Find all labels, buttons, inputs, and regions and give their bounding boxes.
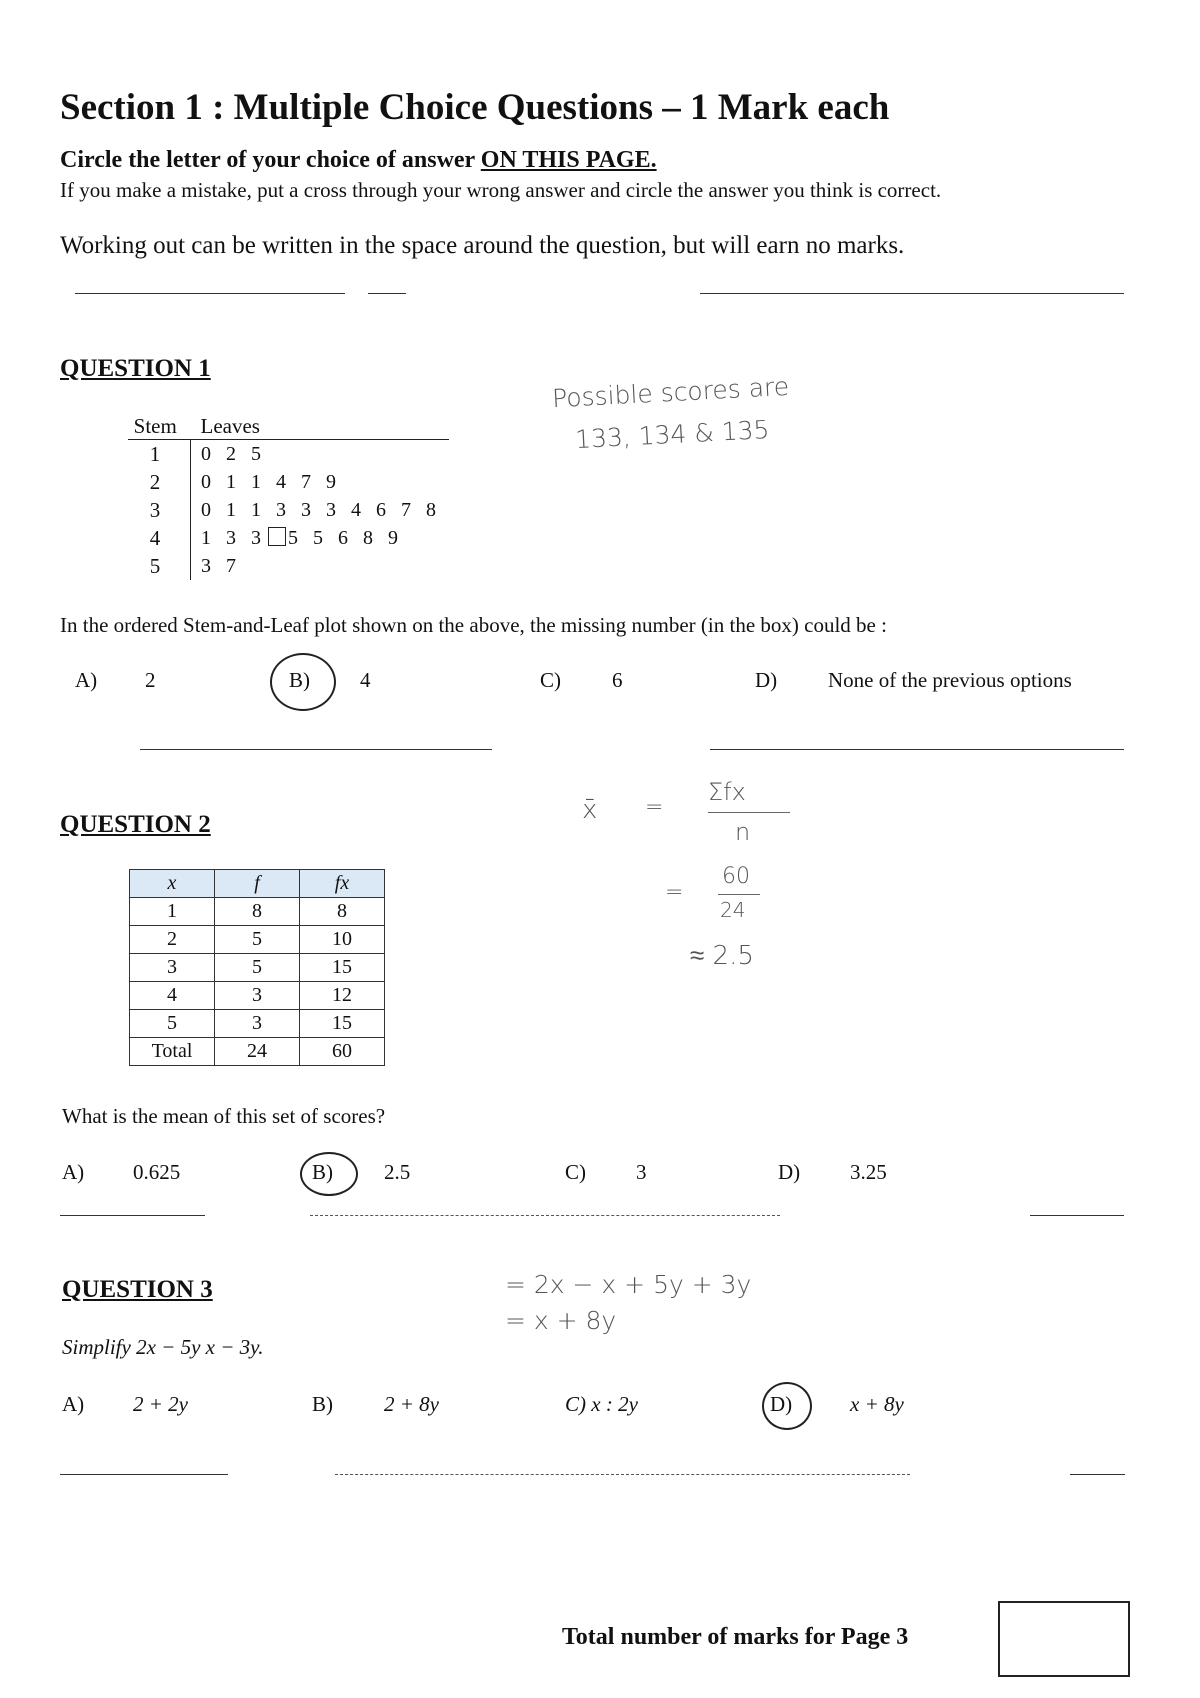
option-d-value: 3.25 <box>850 1160 887 1184</box>
option-a-value: 0.625 <box>133 1160 181 1184</box>
section-title: Section 1 : Multiple Choice Questions – 1 Mark each <box>60 87 890 128</box>
table-cell: 15 <box>300 1010 385 1038</box>
table-cell: 3 <box>215 982 300 1010</box>
handwritten-note: = 2x − x + 5y + 3y <box>505 1270 752 1299</box>
table-header: x <box>130 870 215 898</box>
instruction-main <box>60 147 657 174</box>
table-cell: 15 <box>300 954 385 982</box>
answer-line <box>335 1474 910 1475</box>
stem-value: 2 <box>149 469 161 494</box>
handwritten-note: Σfx <box>708 778 746 806</box>
table-header: fx <box>300 870 385 898</box>
leaf-values: 3 7 <box>191 552 450 580</box>
option-b-value: 4 <box>360 668 371 692</box>
option-c-value: x : 2y <box>591 1392 638 1416</box>
option-a-value: 2 <box>145 668 156 692</box>
option-a-value: 2 + 2y <box>133 1392 188 1416</box>
stem-and-leaf-plot <box>128 413 449 580</box>
instruction-mistake: If you make a mistake, put a cross through your wrong answer and circle the answer you think is correct. <box>60 178 942 202</box>
stem-header: Stem <box>128 413 191 440</box>
table-cell: 60 <box>300 1038 385 1066</box>
leaves-header: Leaves <box>191 413 450 440</box>
option-d-value: x + 8y <box>850 1392 904 1416</box>
option-c-letter[interactable]: C) <box>565 1160 586 1184</box>
question-2-heading: QUESTION 2 <box>60 811 211 838</box>
table-row <box>130 1010 385 1038</box>
stem-row <box>128 468 449 496</box>
leaf-values <box>191 524 450 552</box>
table-cell: 5 <box>130 1010 215 1038</box>
stem-value: 5 <box>149 553 161 578</box>
table-total-row <box>130 1038 385 1066</box>
fraction-bar <box>718 894 760 895</box>
stem-row <box>128 552 449 580</box>
handwritten-note: = <box>665 880 684 905</box>
answer-line <box>710 749 1124 750</box>
answer-line <box>700 293 1124 294</box>
table-cell: 4 <box>130 982 215 1010</box>
table-cell: 8 <box>300 898 385 926</box>
question-3-text: Simplify 2x − 5y x − 3y. <box>62 1335 264 1359</box>
option-d-letter[interactable]: D) <box>770 1392 793 1416</box>
option-a-letter[interactable]: A) <box>62 1392 85 1416</box>
option-d-letter[interactable]: D) <box>778 1160 801 1184</box>
answer-line <box>60 1215 205 1216</box>
stem-value: 1 <box>149 441 161 466</box>
option-b-value: 2 + 8y <box>384 1392 439 1416</box>
table-cell: 8 <box>215 898 300 926</box>
handwritten-note: x̄ <box>582 795 598 825</box>
handwritten-note: 24 <box>720 898 746 922</box>
question-3-heading: QUESTION 3 <box>62 1276 213 1303</box>
option-b-value: 2.5 <box>384 1160 411 1184</box>
total-marks-label: Total number of marks for Page 3 <box>562 1624 909 1650</box>
answer-line <box>1070 1474 1125 1475</box>
leaf-values: 0 1 1 4 7 9 <box>191 468 450 496</box>
handwritten-note: = x + 8y <box>505 1306 617 1335</box>
answer-line <box>140 749 492 750</box>
table-cell: 5 <box>215 954 300 982</box>
handwritten-note: 133, 134 & 135 <box>574 414 771 455</box>
question-2-text: What is the mean of this set of scores? <box>62 1104 386 1128</box>
option-a-letter[interactable]: A) <box>75 668 98 692</box>
leaf-values-before: 1 3 3 <box>201 526 266 549</box>
option-c-value: 6 <box>612 668 623 692</box>
handwritten-note: n <box>735 818 751 846</box>
table-cell: 12 <box>300 982 385 1010</box>
table-cell: 10 <box>300 926 385 954</box>
question-1-heading: QUESTION 1 <box>60 355 211 382</box>
option-a-letter[interactable]: A) <box>62 1160 85 1184</box>
leaf-values-after: 5 5 6 8 9 <box>288 526 403 549</box>
answer-line <box>310 1215 780 1216</box>
table-cell: 1 <box>130 898 215 926</box>
missing-value-box <box>268 527 286 546</box>
option-d-value: None of the previous options <box>828 668 1072 692</box>
answer-line <box>75 293 345 294</box>
table-cell: 3 <box>130 954 215 982</box>
table-row <box>130 954 385 982</box>
answer-line <box>368 293 406 294</box>
leaf-values: 0 2 5 <box>191 440 450 469</box>
table-cell: 5 <box>215 926 300 954</box>
option-d-letter[interactable]: D) <box>755 668 778 692</box>
option-b-letter[interactable]: B) <box>289 668 310 692</box>
total-marks-box[interactable] <box>998 1601 1130 1677</box>
answer-line <box>1030 1215 1124 1216</box>
handwritten-note: 60 <box>722 864 750 889</box>
option-b-letter[interactable]: B) <box>312 1392 333 1416</box>
table-cell: Total <box>130 1038 215 1066</box>
frequency-table <box>129 869 385 1066</box>
option-c-text[interactable] <box>565 1392 638 1417</box>
table-row <box>130 926 385 954</box>
stem-value: 3 <box>149 497 161 522</box>
stem-row <box>128 440 449 469</box>
instruction-main-prefix: Circle the letter of your choice of answer <box>60 147 481 173</box>
leaf-values: 0 1 1 3 3 3 4 6 7 8 <box>191 496 450 524</box>
handwritten-note: ≈ 2.5 <box>690 941 754 971</box>
option-c-value: 3 <box>636 1160 647 1184</box>
handwritten-note: = <box>645 795 664 820</box>
instruction-working: Working out can be written in the space around the question, but will earn no marks. <box>60 232 905 259</box>
option-b-letter[interactable]: B) <box>312 1160 333 1184</box>
option-c-letter[interactable]: C) <box>540 668 561 692</box>
table-cell: 24 <box>215 1038 300 1066</box>
fraction-bar <box>708 812 790 813</box>
handwritten-note: Possible scores are <box>551 371 790 414</box>
table-row <box>130 898 385 926</box>
table-row <box>130 982 385 1010</box>
table-cell: 3 <box>215 1010 300 1038</box>
answer-line <box>60 1474 228 1475</box>
stem-row <box>128 524 449 552</box>
table-header: f <box>215 870 300 898</box>
question-1-text: In the ordered Stem-and-Leaf plot shown on the above, the missing number (in the box) could be : <box>60 613 887 637</box>
table-cell: 2 <box>130 926 215 954</box>
stem-value: 4 <box>149 525 161 550</box>
instruction-main-emphasis: ON THIS PAGE. <box>480 147 657 173</box>
stem-row <box>128 496 449 524</box>
option-c-letter: C) <box>565 1392 586 1416</box>
